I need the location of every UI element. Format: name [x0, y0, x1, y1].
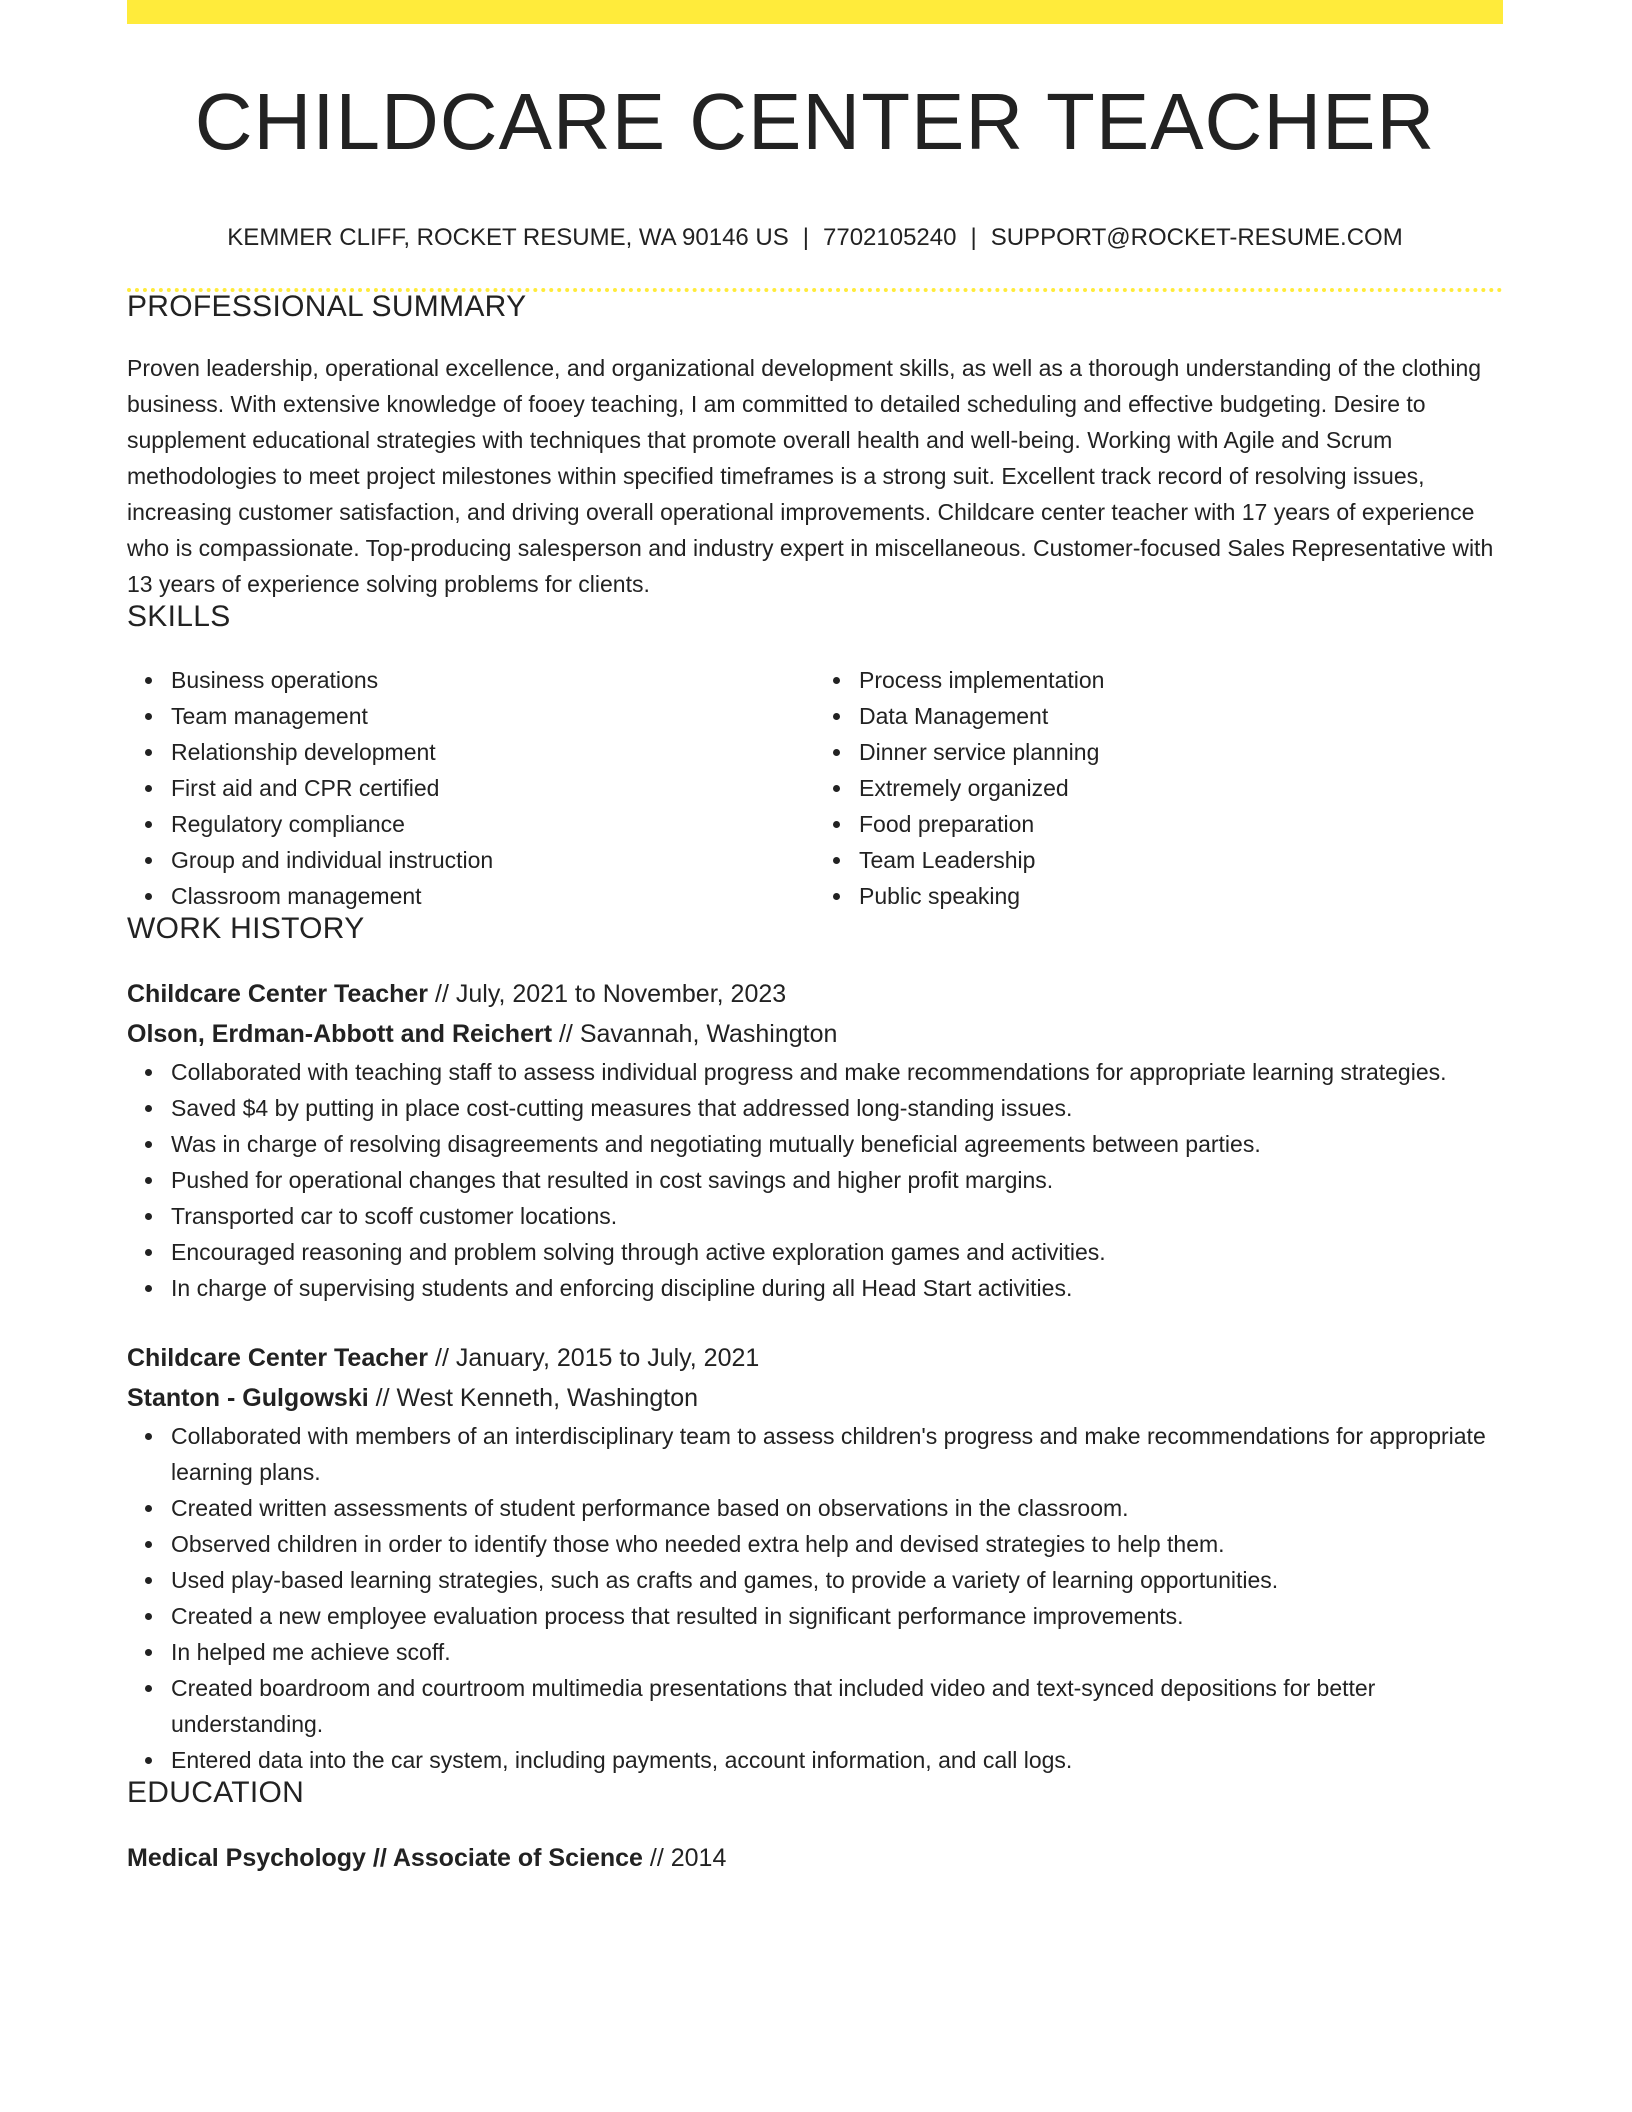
skill-item: Food preparation [859, 806, 1503, 842]
job-role: Childcare Center Teacher [127, 980, 429, 1008]
separator: // [558, 1020, 573, 1048]
job-company-line [127, 1014, 1503, 1054]
job-entry [127, 974, 1503, 1306]
contact-separator: | [802, 224, 809, 251]
skill-item: Data Management [859, 698, 1503, 734]
job-location: Savannah, Washington [579, 1020, 838, 1048]
section-title-work-history: WORK HISTORY [127, 912, 365, 945]
skill-item: Regulatory compliance [171, 806, 815, 842]
job-dates: January, 2015 to July, 2021 [455, 1344, 760, 1372]
skills-column-right [815, 662, 1503, 914]
education-entry [127, 1838, 1503, 1878]
skill-item: Dinner service planning [859, 734, 1503, 770]
resume-name: CHILDCARE CENTER TEACHER [194, 77, 1436, 166]
separator: // [375, 1384, 390, 1412]
job-bullet: Entered data into the car system, including payments, account information, and call logs. [171, 1742, 1503, 1778]
skill-item: Team Leadership [859, 842, 1503, 878]
skills-list [127, 662, 1503, 914]
job-bullets [127, 1054, 1503, 1306]
job-bullet: In helped me achieve scoff. [171, 1634, 1503, 1670]
skill-item: Classroom management [171, 878, 815, 914]
section-title-summary: PROFESSIONAL SUMMARY [127, 290, 527, 323]
skill-item: Relationship development [171, 734, 815, 770]
summary-text: Proven leadership, operational excellence, and organizational development skills, as well as a thorough understanding of the clothing business. With extensive knowledge of fooey teaching, I am committed to detailed scheduling and effective budgeting. Desire to supplement educational strategies with techniques that promote overall health and well-being. Working with Agile and Scrum methodologies to meet project milestones within specified timeframes is a strong suit. Excellent track record of resolving issues, increasing customer satisfaction, and driving overall operational improvements. Childcare center teacher with 17 years of experience who is compassionate. Top-producing salesperson and industry expert in miscellaneous. Customer-focused Sales Representative with 13 years of experience solving problems for clients. [127, 355, 1494, 597]
job-bullet: Pushed for operational changes that resulted in cost savings and higher profit margins. [171, 1162, 1503, 1198]
accent-bar [127, 0, 1503, 24]
separator: // [649, 1844, 664, 1872]
contact-address: KEMMER CLIFF, ROCKET RESUME, WA 90146 US [227, 224, 789, 251]
job-bullets [127, 1418, 1503, 1778]
job-bullet: Created boardroom and courtroom multimedia presentations that included video and text-synced depositions for better understanding. [171, 1670, 1503, 1742]
job-bullet: Used play-based learning strategies, such as crafts and games, to provide a variety of learning opportunities. [171, 1562, 1503, 1598]
job-company: Olson, Erdman-Abbott and Reichert [127, 1020, 553, 1048]
contact-phone: 7702105240 [823, 224, 957, 251]
job-entry [127, 1338, 1503, 1778]
skills-column-left [127, 662, 815, 914]
skill-item: First aid and CPR certified [171, 770, 815, 806]
job-bullet: Created a new employee evaluation process that resulted in significant performance improvements. [171, 1598, 1503, 1634]
separator: // [435, 980, 449, 1008]
skill-item: Group and individual instruction [171, 842, 815, 878]
job-role: Childcare Center Teacher [127, 1344, 429, 1372]
skill-item: Business operations [171, 662, 815, 698]
job-bullet: Saved $4 by putting in place cost-cutting measures that addressed long-standing issues. [171, 1090, 1503, 1126]
job-company: Stanton - Gulgowski [127, 1384, 369, 1412]
job-bullet: Collaborated with teaching staff to assess individual progress and make recommendations for appropriate learning strategies. [171, 1054, 1503, 1090]
resume-page [127, 0, 1503, 1878]
job-bullet: Observed children in order to identify those who needed extra help and devised strategies to help them. [171, 1526, 1503, 1562]
section-title-skills: SKILLS [127, 600, 231, 633]
education-degree: Medical Psychology // Associate of Science [127, 1844, 643, 1872]
job-bullet: Created written assessments of student performance based on observations in the classroom. [171, 1490, 1503, 1526]
job-location: West Kenneth, Washington [396, 1384, 699, 1412]
skill-item: Team management [171, 698, 815, 734]
job-role-line [127, 1338, 1503, 1378]
job-bullet: Collaborated with members of an interdisciplinary team to assess children's progress and make recommendations for appropriate learning plans. [171, 1418, 1503, 1490]
job-bullet: In charge of supervising students and enforcing discipline during all Head Start activities. [171, 1270, 1503, 1306]
education-year: 2014 [670, 1844, 727, 1872]
job-bullet: Transported car to scoff customer locations. [171, 1198, 1503, 1234]
job-bullet: Encouraged reasoning and problem solving through active exploration games and activities. [171, 1234, 1503, 1270]
skill-item: Process implementation [859, 662, 1503, 698]
job-role-line [127, 974, 1503, 1014]
job-dates: July, 2021 to November, 2023 [455, 980, 787, 1008]
separator: // [435, 1344, 449, 1372]
contact-line [127, 226, 1503, 250]
contact-separator: | [970, 224, 977, 251]
job-bullet: Was in charge of resolving disagreements and negotiating mutually beneficial agreements between parties. [171, 1126, 1503, 1162]
job-company-line [127, 1378, 1503, 1418]
contact-email: SUPPORT@ROCKET-RESUME.COM [990, 224, 1403, 251]
skill-item: Extremely organized [859, 770, 1503, 806]
section-title-education: EDUCATION [127, 1776, 305, 1809]
skill-item: Public speaking [859, 878, 1503, 914]
